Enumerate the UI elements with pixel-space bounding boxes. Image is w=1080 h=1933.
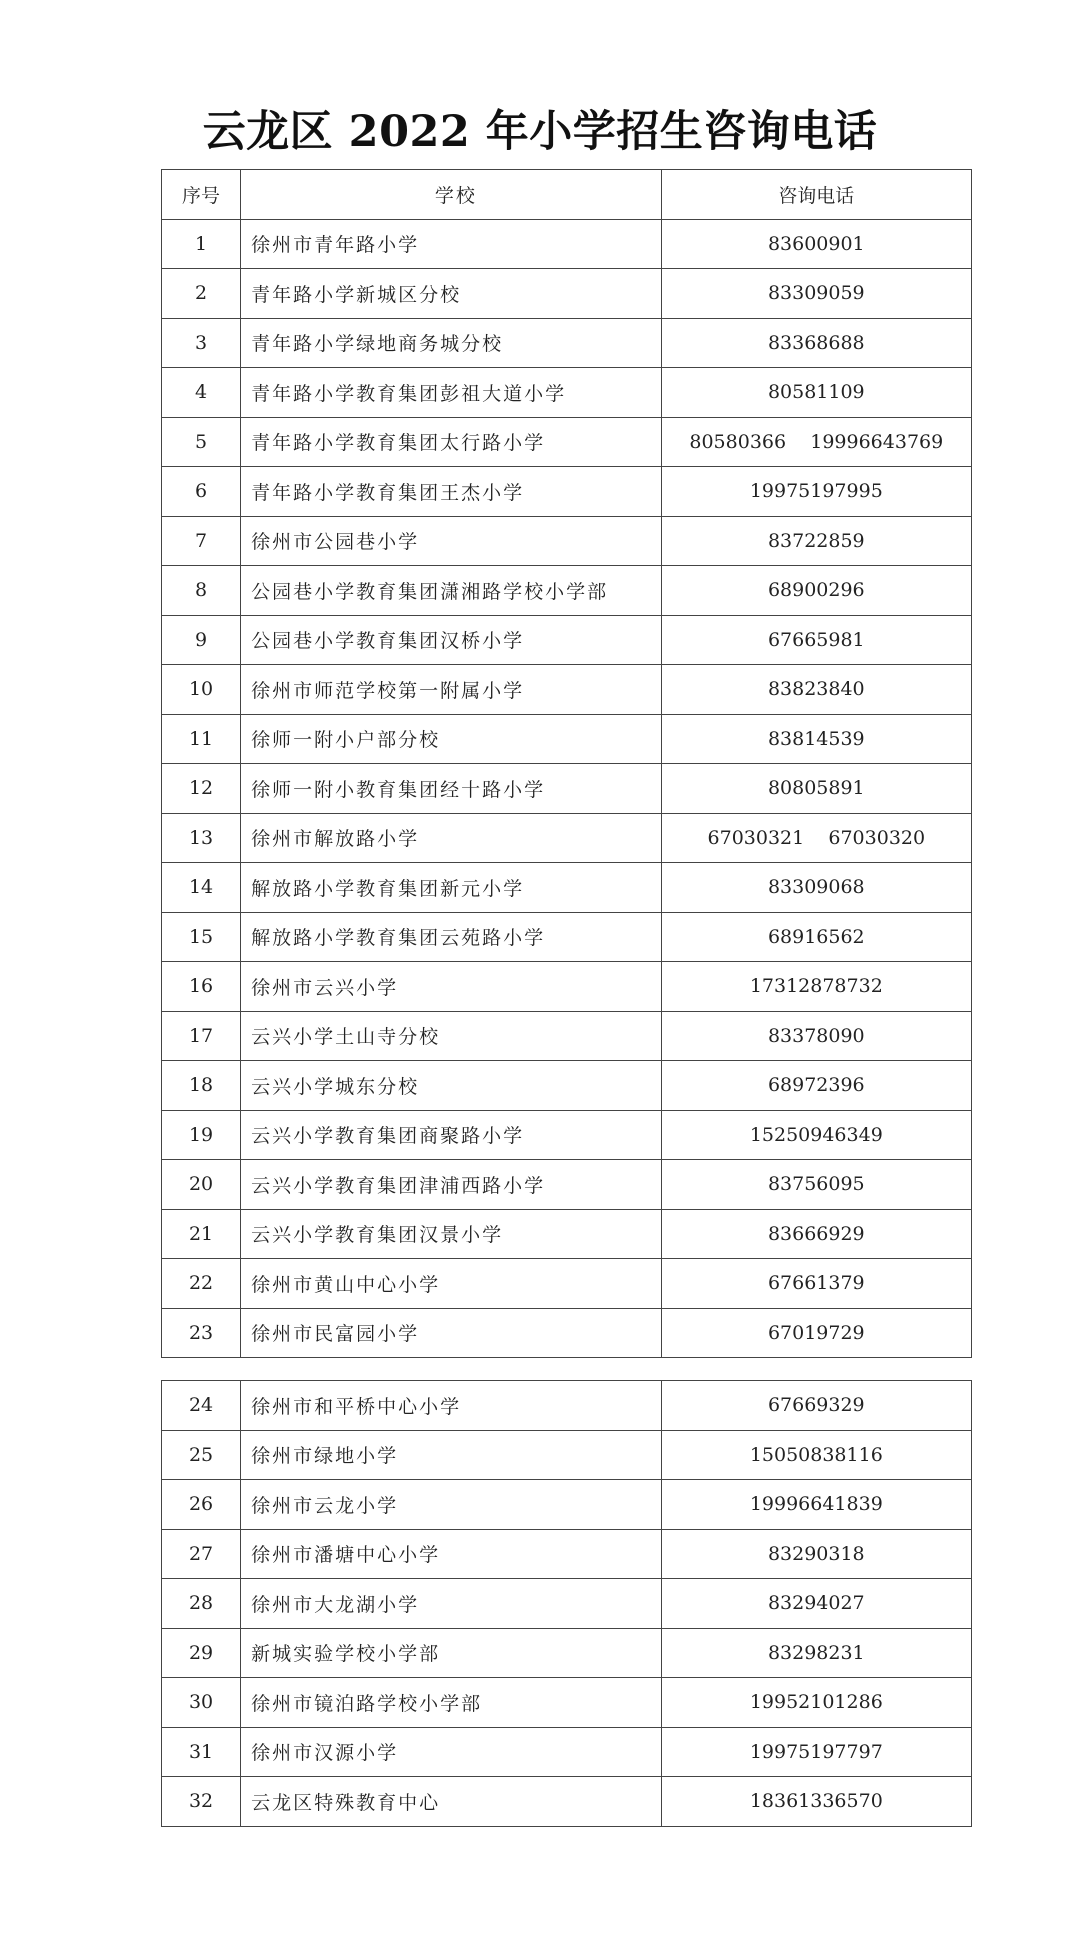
phone-number: 19996641839 xyxy=(661,1480,971,1530)
school-name: 徐州市公园巷小学 xyxy=(241,516,662,566)
school-name: 徐州市绿地小学 xyxy=(241,1430,662,1480)
school-name: 云兴小学教育集团津浦西路小学 xyxy=(241,1160,662,1210)
row-number: 27 xyxy=(162,1529,241,1579)
table-row xyxy=(162,1061,972,1111)
phone-number: 17312878732 xyxy=(661,962,971,1012)
phone-number: 83823840 xyxy=(661,665,971,715)
row-number: 25 xyxy=(162,1430,241,1480)
phone-number: 83298231 xyxy=(661,1628,971,1678)
table-row xyxy=(162,714,972,764)
phone-number: 83814539 xyxy=(661,714,971,764)
row-number: 19 xyxy=(162,1110,241,1160)
table-header-row xyxy=(162,170,972,220)
phone-number: 83294027 xyxy=(661,1579,971,1629)
school-name: 徐州市云兴小学 xyxy=(241,962,662,1012)
phone-number: 15050838116 xyxy=(661,1430,971,1480)
table-row xyxy=(162,764,972,814)
table-row xyxy=(162,269,972,319)
row-number: 22 xyxy=(162,1259,241,1309)
phone-table-part-2 xyxy=(161,1380,972,1827)
phone-number: 68916562 xyxy=(661,912,971,962)
row-number: 12 xyxy=(162,764,241,814)
school-name: 徐州市汉源小学 xyxy=(241,1727,662,1777)
row-number: 30 xyxy=(162,1678,241,1728)
phone-number: 19952101286 xyxy=(661,1678,971,1728)
school-name: 徐师一附小户部分校 xyxy=(241,714,662,764)
row-number: 28 xyxy=(162,1579,241,1629)
header-phone: 咨询电话 xyxy=(661,170,971,220)
phone-number: 68900296 xyxy=(661,566,971,616)
phone-number: 83309068 xyxy=(661,863,971,913)
table-row xyxy=(162,1529,972,1579)
school-name: 云龙区特殊教育中心 xyxy=(241,1777,662,1827)
table-row xyxy=(162,1777,972,1827)
phone-number: 67661379 xyxy=(661,1259,971,1309)
school-name: 青年路小学新城区分校 xyxy=(241,269,662,319)
table-row xyxy=(162,1011,972,1061)
row-number: 2 xyxy=(162,269,241,319)
phone-number: 67669329 xyxy=(661,1381,971,1431)
row-number: 7 xyxy=(162,516,241,566)
phone-number: 83309059 xyxy=(661,269,971,319)
phone-number: 19975197797 xyxy=(661,1727,971,1777)
row-number: 6 xyxy=(162,467,241,517)
table-row xyxy=(162,912,972,962)
phone-number: 67030321 67030320 xyxy=(661,813,971,863)
school-name: 云兴小学城东分校 xyxy=(241,1061,662,1111)
phone-number: 83290318 xyxy=(661,1529,971,1579)
row-number: 5 xyxy=(162,417,241,467)
phone-number: 83756095 xyxy=(661,1160,971,1210)
school-name: 徐州市潘塘中心小学 xyxy=(241,1529,662,1579)
phone-number: 83722859 xyxy=(661,516,971,566)
school-name: 徐州市民富园小学 xyxy=(241,1308,662,1358)
table-row xyxy=(162,318,972,368)
table-row xyxy=(162,1259,972,1309)
phone-number: 83368688 xyxy=(661,318,971,368)
phone-number: 83666929 xyxy=(661,1209,971,1259)
table-row xyxy=(162,1430,972,1480)
phone-number: 19975197995 xyxy=(661,467,971,517)
school-name: 公园巷小学教育集团潇湘路学校小学部 xyxy=(241,566,662,616)
page-title: 云龙区 2022 年小学招生咨询电话 xyxy=(202,107,878,157)
phone-number: 15250946349 xyxy=(661,1110,971,1160)
row-number: 14 xyxy=(162,863,241,913)
table-row xyxy=(162,1727,972,1777)
row-number: 20 xyxy=(162,1160,241,1210)
phone-table-part-1 xyxy=(161,169,972,1358)
table-row xyxy=(162,1110,972,1160)
table-row xyxy=(162,1308,972,1358)
school-name: 徐州市黄山中心小学 xyxy=(241,1259,662,1309)
school-name: 云兴小学教育集团汉景小学 xyxy=(241,1209,662,1259)
school-name: 徐州市解放路小学 xyxy=(241,813,662,863)
school-name: 解放路小学教育集团云苑路小学 xyxy=(241,912,662,962)
table-row xyxy=(162,417,972,467)
row-number: 11 xyxy=(162,714,241,764)
school-name: 徐师一附小教育集团经十路小学 xyxy=(241,764,662,814)
school-name: 徐州市师范学校第一附属小学 xyxy=(241,665,662,715)
table-row xyxy=(162,615,972,665)
row-number: 10 xyxy=(162,665,241,715)
header-school: 学校 xyxy=(241,170,662,220)
row-number: 16 xyxy=(162,962,241,1012)
phone-number: 80581109 xyxy=(661,368,971,418)
phone-number: 67665981 xyxy=(661,615,971,665)
row-number: 23 xyxy=(162,1308,241,1358)
table-row xyxy=(162,1381,972,1431)
school-name: 云兴小学土山寺分校 xyxy=(241,1011,662,1061)
table-row xyxy=(162,1579,972,1629)
table-row xyxy=(162,813,972,863)
header-no: 序号 xyxy=(162,170,241,220)
school-name: 解放路小学教育集团新元小学 xyxy=(241,863,662,913)
table-row xyxy=(162,1480,972,1530)
row-number: 13 xyxy=(162,813,241,863)
row-number: 3 xyxy=(162,318,241,368)
school-name: 青年路小学绿地商务城分校 xyxy=(241,318,662,368)
school-name: 徐州市和平桥中心小学 xyxy=(241,1381,662,1431)
table-row xyxy=(162,566,972,616)
phone-number: 18361336570 xyxy=(661,1777,971,1827)
table-row xyxy=(162,962,972,1012)
table-row xyxy=(162,467,972,517)
table-row xyxy=(162,1209,972,1259)
school-name: 新城实验学校小学部 xyxy=(241,1628,662,1678)
school-name: 徐州市镜泊路学校小学部 xyxy=(241,1678,662,1728)
row-number: 21 xyxy=(162,1209,241,1259)
table-row xyxy=(162,368,972,418)
school-name: 云兴小学教育集团商聚路小学 xyxy=(241,1110,662,1160)
table-row xyxy=(162,1160,972,1210)
school-name: 徐州市大龙湖小学 xyxy=(241,1579,662,1629)
phone-number: 83378090 xyxy=(661,1011,971,1061)
row-number: 29 xyxy=(162,1628,241,1678)
row-number: 26 xyxy=(162,1480,241,1530)
school-name: 青年路小学教育集团彭祖大道小学 xyxy=(241,368,662,418)
row-number: 15 xyxy=(162,912,241,962)
row-number: 9 xyxy=(162,615,241,665)
phone-number: 83600901 xyxy=(661,219,971,269)
phone-number: 68972396 xyxy=(661,1061,971,1111)
row-number: 31 xyxy=(162,1727,241,1777)
school-name: 青年路小学教育集团王杰小学 xyxy=(241,467,662,517)
school-name: 青年路小学教育集团太行路小学 xyxy=(241,417,662,467)
school-name: 公园巷小学教育集团汉桥小学 xyxy=(241,615,662,665)
table-row xyxy=(162,665,972,715)
table-row xyxy=(162,219,972,269)
table-row xyxy=(162,863,972,913)
row-number: 32 xyxy=(162,1777,241,1827)
school-name: 徐州市云龙小学 xyxy=(241,1480,662,1530)
row-number: 1 xyxy=(162,219,241,269)
row-number: 8 xyxy=(162,566,241,616)
phone-number: 80805891 xyxy=(661,764,971,814)
phone-number: 80580366 19996643769 xyxy=(661,417,971,467)
table-row xyxy=(162,1628,972,1678)
row-number: 17 xyxy=(162,1011,241,1061)
table-row xyxy=(162,1678,972,1728)
row-number: 18 xyxy=(162,1061,241,1111)
table-row xyxy=(162,516,972,566)
row-number: 24 xyxy=(162,1381,241,1431)
row-number: 4 xyxy=(162,368,241,418)
school-name: 徐州市青年路小学 xyxy=(241,219,662,269)
phone-number: 67019729 xyxy=(661,1308,971,1358)
